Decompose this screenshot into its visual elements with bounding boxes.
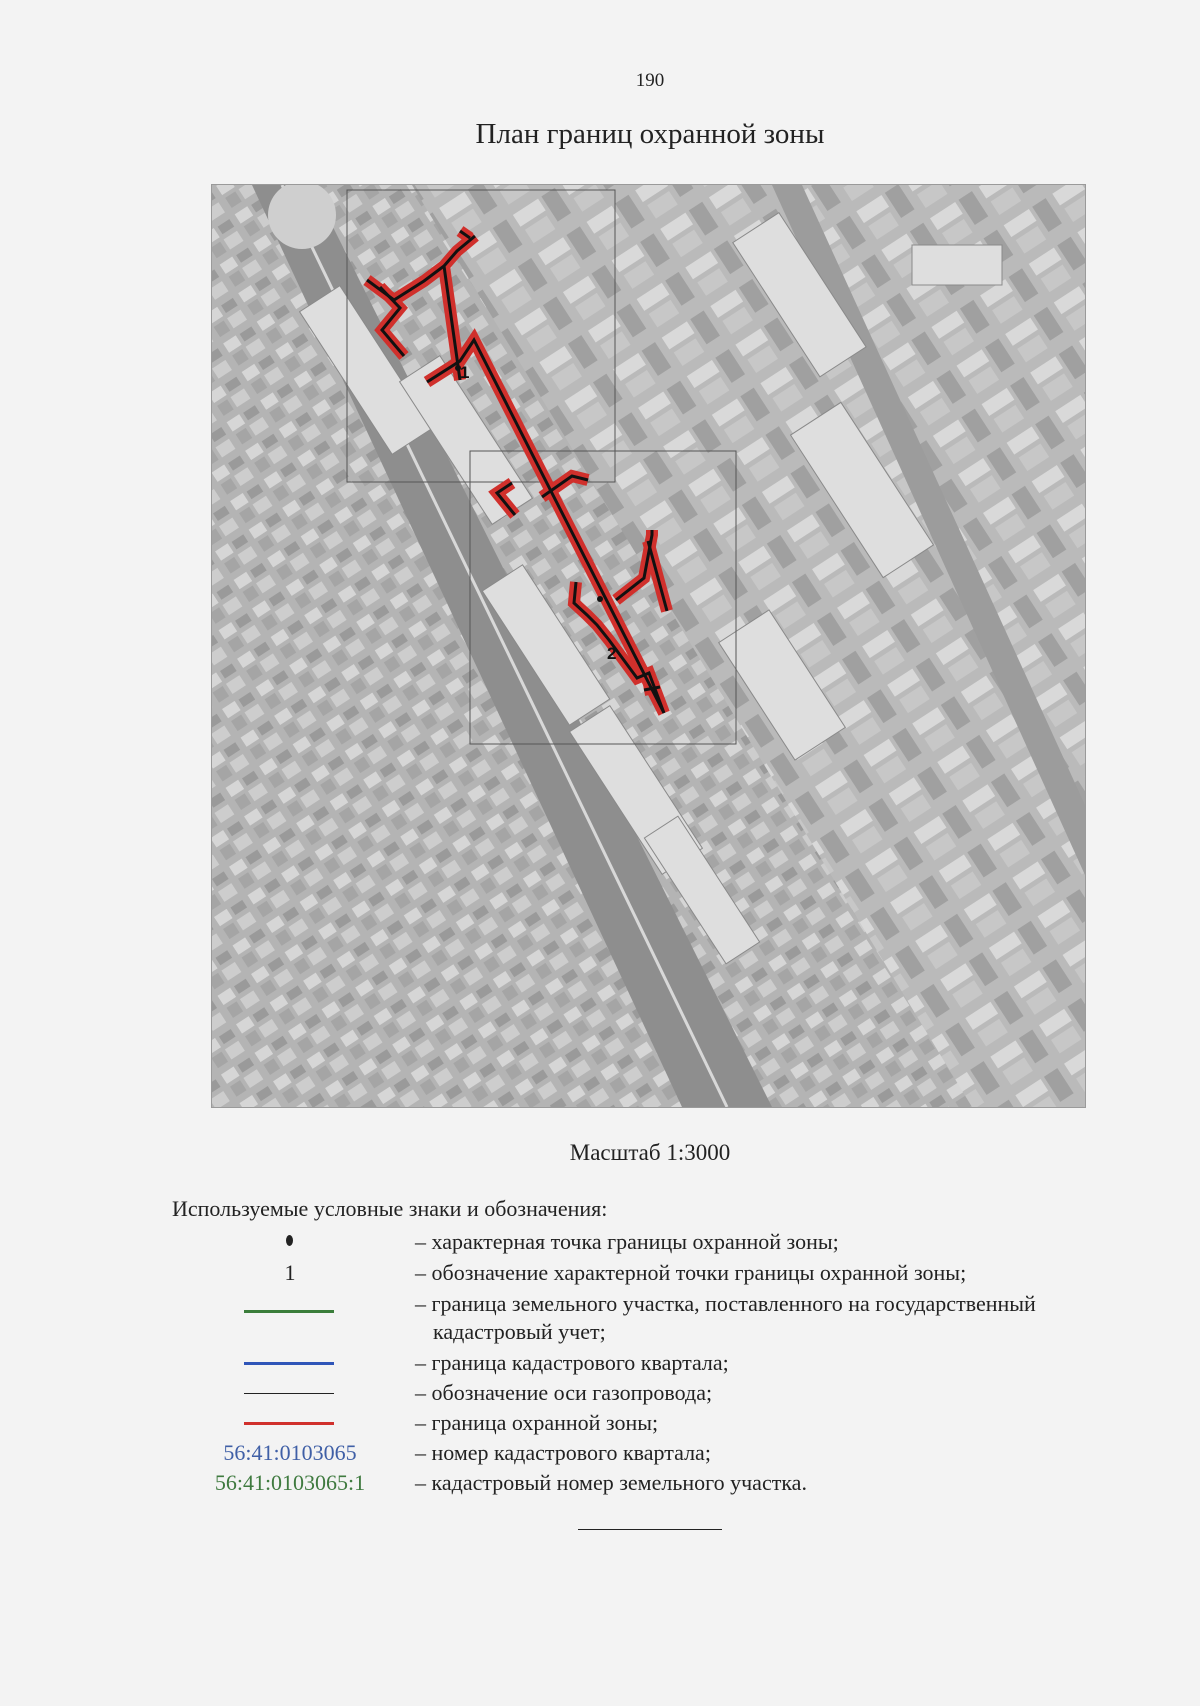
characteristic-point [597, 596, 603, 602]
point-symbol-icon [286, 1235, 293, 1246]
legend-symbol-label: 1 [284, 1260, 296, 1285]
map-scale: Масштаб 1:3000 [569, 1140, 731, 1165]
legend-text: – кадастровый номер земельного участка. [415, 1470, 807, 1495]
legend-text: – характерная точка границы охранной зоны; [415, 1229, 839, 1254]
protection-zone-map [212, 185, 1085, 1107]
legend-text: – номер кадастрового квартала; [415, 1440, 711, 1465]
legend-item-point [0, 1228, 1200, 1256]
legend-text: – граница земельного участка, поставленного на государственный [415, 1291, 1036, 1316]
closing-rule [578, 1529, 722, 1530]
legend-text: – обозначение характерной точки границы охранной зоны; [415, 1260, 967, 1285]
legend-item-point-label [0, 1259, 1200, 1287]
black-line-icon [244, 1393, 334, 1394]
legend-symbol-plot-number: 56:41:0103065:1 [214, 1470, 366, 1495]
blue-line-icon [244, 1362, 334, 1365]
green-line-icon [244, 1310, 334, 1313]
legend-symbol-quarter-number: 56:41:0103065 [223, 1440, 357, 1465]
legend-item-pipeline-axis [0, 1379, 1200, 1407]
legend-heading: Используемые условные знаки и обозначения: [172, 1196, 608, 1221]
legend-item-plot-number [0, 1469, 1200, 1497]
legend-item-quarter-number [0, 1439, 1200, 1467]
legend-item-quarter-boundary [0, 1349, 1200, 1377]
map-point-label-1: 1 [460, 363, 470, 382]
legend-item-land-plot-boundary [0, 1290, 1200, 1346]
legend-text-continued: кадастровый учет; [433, 1319, 606, 1344]
legend-text: – граница охранной зоны; [415, 1410, 659, 1435]
page-title: План границ охранной зоны [475, 118, 825, 150]
legend-text: – граница кадастрового квартала; [415, 1350, 729, 1375]
page-number: 190 [635, 70, 665, 91]
map-point-label-2: 2 [607, 644, 617, 663]
legend-text: – обозначение оси газопровода; [415, 1380, 713, 1405]
red-line-icon [244, 1422, 334, 1425]
map-frame [211, 184, 1086, 1108]
legend-item-zone-boundary [0, 1409, 1200, 1437]
